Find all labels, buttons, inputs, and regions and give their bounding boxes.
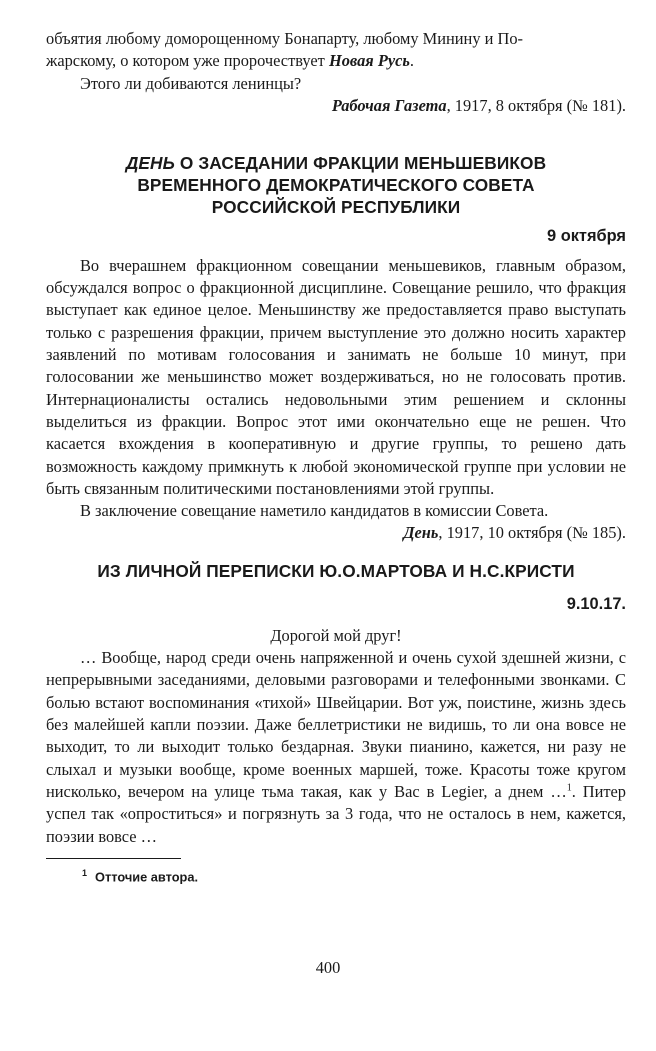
letter-paragraph [46, 647, 626, 848]
letter-date: 9.10.17. [566, 594, 626, 613]
letter-text-part-1: … Вообще, народ среди очень напряженной и очень сухой здешней жизни, с непрерывными заседаниями, деловыми разговорами и телефонными звонками. С болью встают воспоминания «тихой» Швейцарии. Вот уж, поистине, жизнь здесь без малейшей капли поэзии. Даже беллетристики не видишь, то ли она вовсе не выходит, то ли выходит только бездарная. Звуки пианино, кажется, ни разу не слыхал и музыки вообще, кроме военных маршей, тоже. Красоты тоже кругом нисколько, вечером на улице тьма такая, как у Вас в Legier, а днем … [46, 648, 626, 801]
source-citation-2 [46, 522, 626, 544]
source-name-rabochaya-gazeta: Рабочая Газета [331, 95, 447, 115]
section-title-den [46, 153, 626, 218]
page-content [46, 28, 626, 885]
letter-text-part-2: . Питер успел так «опроститься» и погрязнуть за 3 года, что не осталось в нем, кажется, поэзии вовсе … [46, 781, 627, 846]
title-line-3: РОССИЙСКОЙ РЕСПУБЛИКИ [211, 196, 461, 217]
source-citation-1 [46, 95, 626, 117]
footnote [82, 865, 626, 885]
body-paragraph-2: В заключение совещание наметило кандидатов в комиссии Совета. [80, 501, 549, 521]
section-date: 9 октября [547, 226, 626, 245]
section-title-correspondence: ИЗ ЛИЧНОЙ ПЕРЕПИСКИ Ю.О.МАРТОВА И Н.С.КРИСТИ [97, 560, 575, 581]
body-paragraph-1: Во вчерашнем фракционном совещании меньшевиков, главным образом, обсуждался вопрос о фракционной дисциплине. Совещание решило, что фракция выступает как единое целое. Меньшинству же предоставляется право выступать только с разрешения фракции, причем выступление это должно носить характер заявлений по мотивам голосования и занимать не больше 10 минут, при голосовании же меньшинство может воздерживаться, но не голосовать против. Интернационалисты остались недовольными этим решением и склонны выделиться из фракции. Вопрос этот ими окончательно еще не решен. Что касается вхождения в кооперативную и другие группы, то решено дать возможность каждому примкнуть к любой экономической группе при условии не быть связанным политическими постановлениями этой группы. [46, 255, 626, 498]
letter-salutation: Дорогой мой друг! [270, 625, 402, 645]
page-number: 400 [315, 958, 341, 977]
footnote-reference[interactable]: 1 [566, 782, 572, 794]
title-line-1: О ЗАСЕДАНИИ ФРАКЦИИ МЕНЬШЕВИКОВ [174, 153, 547, 174]
continued-paragraph [46, 28, 626, 73]
period: . [409, 51, 415, 71]
continued-line-2: жарскому, о котором уже пророчествует [46, 51, 329, 71]
footnote-divider [46, 858, 181, 859]
title-line-2: ВРЕМЕННОГО ДЕМОКРАТИЧЕСКОГО СОВЕТА [137, 174, 535, 195]
source-details: , 1917, 10 октября (№ 185). [438, 523, 626, 543]
footnote-number: 1 [82, 867, 88, 878]
newspaper-name-novaya-rus: Новая Русь [328, 51, 410, 71]
source-details: , 1917, 8 октября (№ 181). [446, 95, 626, 115]
title-italic-den: ДЕНЬ [125, 153, 175, 174]
continued-line-1: объятия любому доморощенному Бонапарту, любому Минину и По- [46, 29, 523, 48]
footnote-text: Отточие автора. [95, 869, 199, 885]
source-name-den: День [403, 523, 439, 543]
question-line: Этого ли добиваются ленинцы? [80, 73, 302, 93]
